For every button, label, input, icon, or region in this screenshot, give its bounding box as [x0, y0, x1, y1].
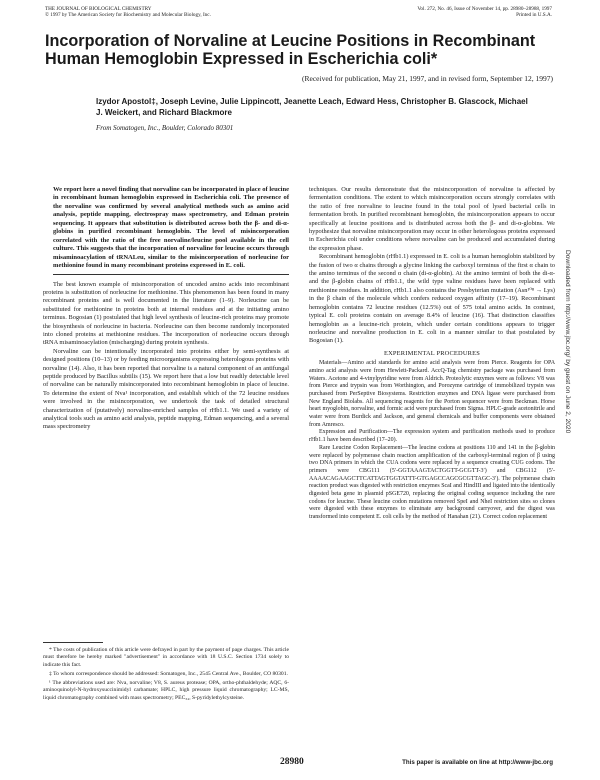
footnotes — [43, 642, 289, 704]
issue-header — [417, 6, 552, 19]
footnote-divider — [43, 642, 103, 643]
download-sidebar-note: Downloaded from http://www.jbc.org/ by guest on June 2, 2020 — [564, 250, 571, 434]
affiliation: From Somatogen, Inc., Boulder, Colorado 80301 — [96, 124, 234, 132]
body-paragraph: techniques. Our results demonstrate that the misincorporation of norvaline is affected by fermentation conditions. The extent to which misincorporation occurs strongly correlates with the ratio of free norvaline to leucine found in the total pool of lysed bacterial cells in fermentation broth. In purified recombinant hemoglobin, the misincorporation appears to occur specifically at leucine positions and is distributed across both the β- and di-α-globins. We hypothesize that norvaline misincorporation may occur in other heterologous proteins expressed in Escherichia coli under conditions where norvaline can be produced and accumulated during the expression phase. — [309, 186, 555, 252]
journal-name: THE JOURNAL OF BIOLOGICAL CHEMISTRY — [45, 6, 152, 12]
footer-online-note: This paper is available on line at http://www-jbc.org — [402, 759, 553, 766]
page-number: 28980 — [280, 757, 304, 767]
methods-paragraph: Rare Leucine Codon Replacement—The leucine codons at positions 110 and 141 in the β-globin were replaced by polymerase chain reaction amplification of the carboxyl-terminal region of β using two DNA primers in which the CUA codons were replaced by a sequence creating CUG codons. The primers were CBG111 (5′-GGTAAAGTACTGGTT-GCGTT-3′) and CBG112 (5′-AAAACAGAAGCTTCATTAGTGGTATTT-GTGAGCCAGCGCGTTAGC-3′). The polymerase chain reaction product was digested with restriction enzymes ScaI and HindIII and ligated into the identically digested beta gene in plasmid pSGE720, replacing the original coding sequence including the rare codons for leucine. These leucine codon mutations removed SpeI and NheI restriction sites so clones were digested with these enzymes to eliminate any background carryover, and the digest was transformed into competent E. coli cells by the method of Hanahan (21). Correct codon replacement — [309, 444, 555, 521]
printed-line: Printed in U.S.A. — [516, 12, 552, 19]
copyright-line: © 1997 by The American Society for Biochemistry and Molecular Biology, Inc. — [45, 12, 211, 19]
abstract: We report here a novel finding that norvaline can be incorporated in place of leucine in recombinant human hemoglobin expressed in Escherichia coli. The presence of the norvaline was confirmed by several analytical methods such as amino acid analysis, peptide mapping, electrospray mass spectrometry, and Edman protein sequencing. It appears that substitution is distributed across both the β- and di-α-globins in purified recombinant hemoglobin. The level of misincorporation correlated with the ratio of the free norvaline/leucine pool available in the cell culture. This suggests that the incorporation of norvaline for leucine occurs through misaminoacylation of tRNALeu, similar to the misincorporation of norleucine for methionine found in many recombinant proteins expressed in E. coli. — [53, 186, 289, 270]
article-title: Incorporation of Norvaline at Leucine Positions in Recombinant Human Hemoglobin Expressed in Escherichia coli* — [45, 32, 536, 68]
footnote: * The costs of publication of this article were defrayed in part by the payment of page charges. This article must therefore be hereby marked "advertisement" in accordance with 18 U.S.C. Section 1734 solely to indicate this fact. — [43, 647, 289, 668]
body-paragraph: Norvaline can be intentionally incorporated into proteins either by semi-synthesis at designed positions (10–13) or by feeding microorganisms expressing heterologous proteins with norvaline (14). Also, it has been reported that norvaline is a natural component of an antifungal peptide produced by Bacillus subtilis (15). We report here that a low but readily detectable level of norvaline can be naturally misincorporated into recombinant hemoglobin in place of leucine. To determine the extent of Nva¹ incorporation, and establish which of the 72 leucine residues were involved in the misincorporation, we undertook the task of detailed structural characterization of (putatively) norvaline-enriched samples of rHb1.1. We used a variety of analytical tools such as amino acid analysis, peptide mapping, Edman sequencing, and a several mass spectrometry — [43, 347, 289, 431]
footnote: ‡ To whom correspondence should be addressed: Somatogen, Inc., 2545 Central Ave., Boulder, CO 80301. — [49, 670, 288, 677]
body-paragraph: The best known example of misincorporation of uncoded amino acids into recombinant proteins is substitution of norleucine for methionine. This phenomenon has been found in many recombinant proteins and is well documented in the literature (1–9). Norleucine can be substituted for methionine in proteins both at internal residues and at the initiating amino terminus. Bogosian (1) postulated that high level synthesis of leucine-rich proteins may promote the biosynthesis of norleucine in bacteria. Norleucine can then become randomly incorporated into cloned proteins at methionine residues. The incorporation of norleucine occurs through tRNA misaminoacylation (mischarging) during protein synthesis. — [43, 280, 289, 347]
volume-line: Vol. 272, No. 46, Issue of November 14, pp. 28980–28988, 1997 — [417, 6, 552, 12]
author-list: Izydor Apostol‡, Joseph Levine, Julie Lippincott, Jeanette Leach, Edward Hess, Christopher B. Glascock, Michael J. Weickert, and Richard Blackmore — [96, 97, 528, 117]
received-dates: (Received for publication, May 21, 1997, and in revised form, September 12, 1997) — [302, 74, 553, 83]
footnote: ¹ The abbreviations used are: Nva, norvaline; V8, S. aureus protease; OPA, ortho-phthaldehyde; AQC, 6-aminoquinolyl-N-hydroxysuccinimidyl carbamate; HPLC, high pressure liquid chromatography; LC-MS, liquid chromatography combined with mass spectrometry; PEC₃₄, S-pyridylethylcysteine. — [43, 680, 289, 701]
right-column — [309, 186, 555, 522]
left-column — [43, 186, 289, 432]
methods-paragraph: Expression and Purification—The expression system and purification methods used to produce rHb1.1 have been described (17–20). — [309, 429, 555, 444]
methods-paragraph: Materials—Amino acid standards for amino acid analysis were from Pierce. Reagents for OPA amino acid analysis were from Hewlett-Packard. AccQ-Tag chemistry package was purchased from Waters. Acetone and 4-vinylpyridine were from Aldrich. Proteolytic enzymes were as follows: V8 was from Pierce and trypsin was from Worthington, and Porozyme cartridge of immobilized trypsin was purchased from PerSeptive Biosystems. Restriction enzymes and DNA ligase were purchased from New England Biolabs. All sequencing reagents for the Porton sequencer were from Beckman. Horse heart myoglobin, norvaline, and formic acid were purchased from Sigma. HPLC-grade acetonitrile and water were from Burdick and Jackson, and general chemicals and buffer components were obtained from Amresco. — [309, 360, 555, 428]
journal-header — [45, 6, 211, 19]
body-paragraph: Recombinant hemoglobin (rHb1.1) expressed in E. coli is a human hemoglobin stabilized by the fusion of two α chains through a glycine linking the carboxyl terminus of the first α chain to the amino terminus of the second α chain (di-α-globin). At the amino termini of both the di-α- and the β-globin chains of rHb1.1, the wild type valine residues have been replaced with methionine residues. In addition, rHb1.1 also contains the Presbyterian mutation (Asn¹⁰⁸ → Lys) in the β chain of the molecule which confers reduced oxygen affinity (17–19). Recombinant hemoglobin contains 72 leucine residues (12.5%) out of 575 total amino acids. In contrast, typical E. coli proteins contain on average 8.4% of leucine (16). That distinction classifies hemoglobin as a leucine-rich protein, which under certain conditions appears to trigger norleucine and norvaline production in E. coli in a manner similar to that postulated by Bogosian (1). — [309, 253, 555, 345]
abstract-divider — [53, 274, 289, 275]
section-heading: EXPERIMENTAL PROCEDURES — [384, 349, 480, 357]
